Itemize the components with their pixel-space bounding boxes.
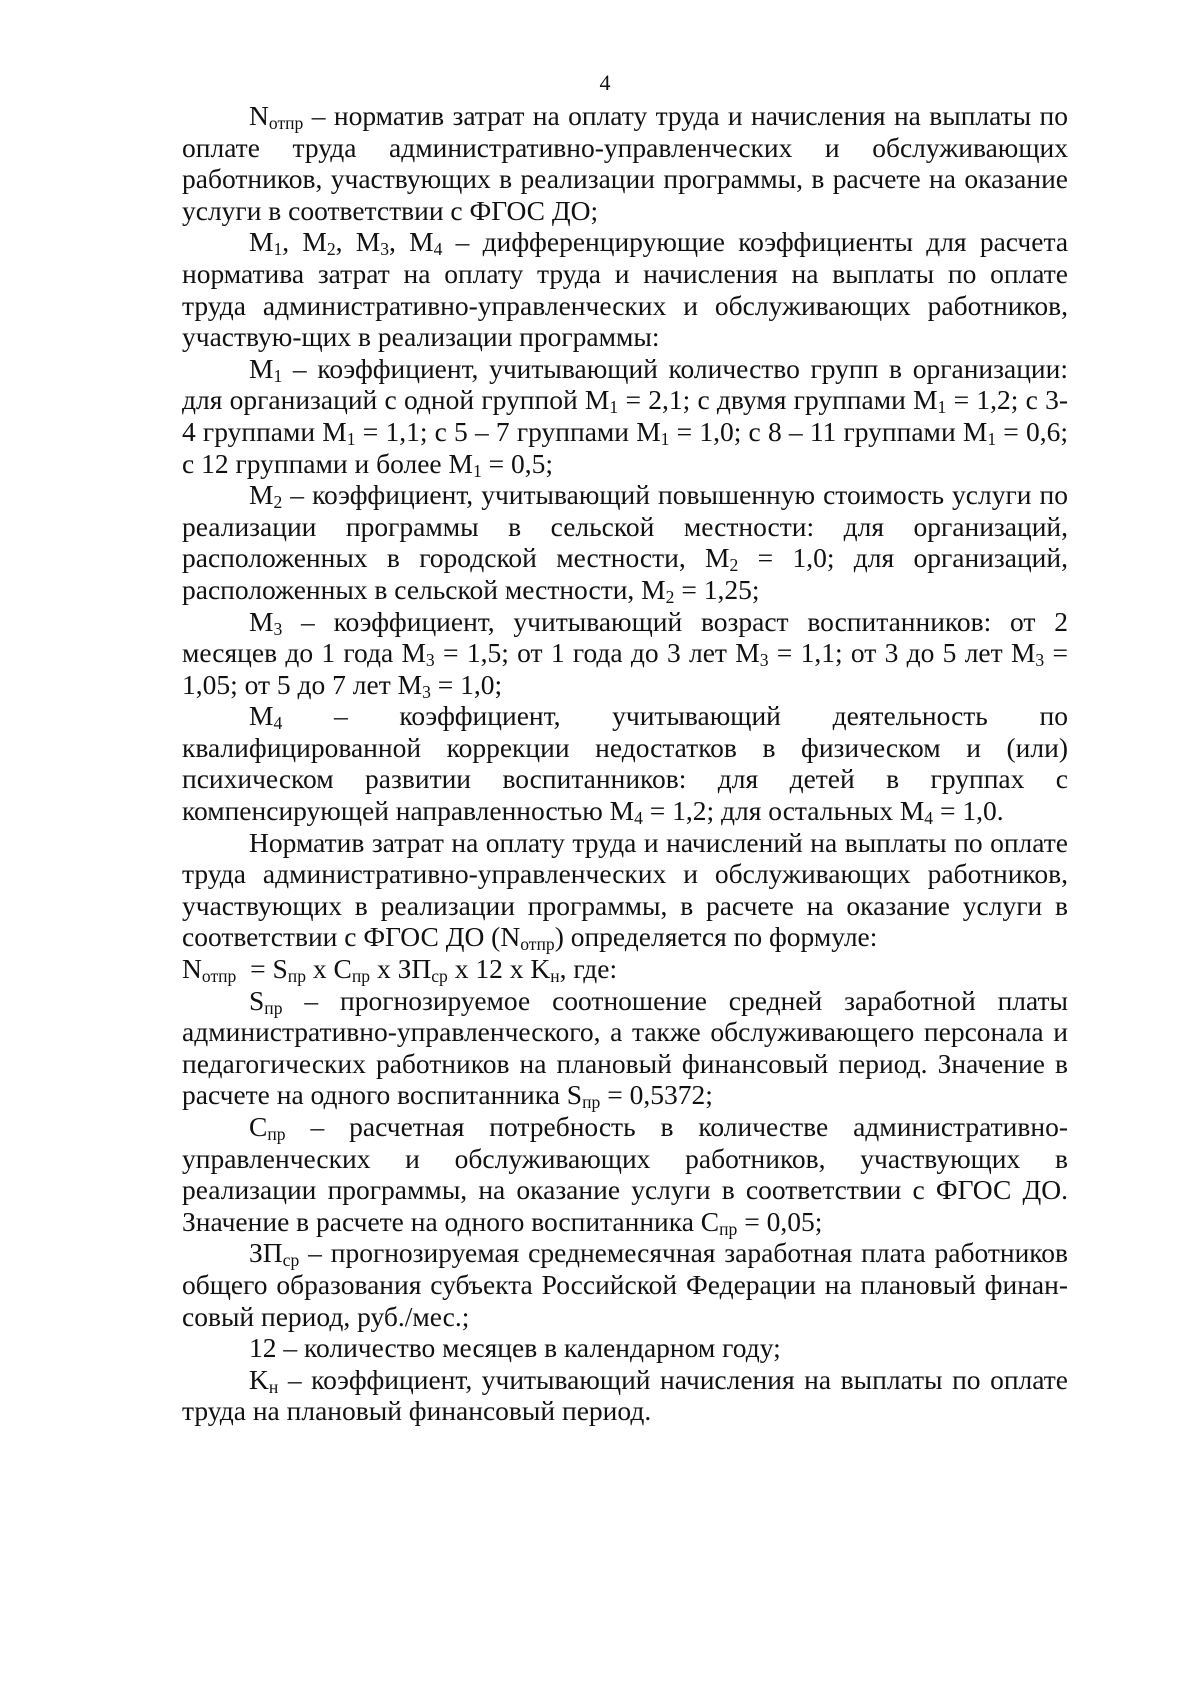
definition-k-n: $K_н$ – коэффициент, учитывающий начисления на выплаты по оплате труда на плановый финансовый период. xyxy=(182,1363,1068,1427)
paragraph-m4: $M_4$ – коэффициент, учитывающий деятельность по квалифицированной коррекции недостатков в физическом и (или) психическом развитии воспитанников: для детей в группах с компенсирующей направленностью $M_4 = 1,2$; для остальных $M_4 = 1,0$. xyxy=(182,700,1068,828)
paragraph-n-otpr-definition: $N_{отпр}$ – норматив затрат на оплату труда и начисления на выплаты по оплате труда административно-управленческих и обслуживающих работников, участвующих в реализации программы, в расчете на оказание услуги в соответствии с ФГОС ДО; xyxy=(182,100,1068,226)
document-body xyxy=(182,100,1068,1427)
definition-zp-sr: $ЗП_{ср}$ – прогнозируемая среднемесячная заработная плата работников общего образования субъекта Российской Федерации на плановый финан-совый период, руб./мес.; xyxy=(182,1237,1068,1332)
paragraph-m2: $M_2$ – коэффициент, учитывающий повышенную стоимость услуги по реализации программы в сельской местности: для организаций, расположенных в городской местности, $M_2 = 1,0$; для организаций, расположенных в сельской местности, $M_2 = 1,25$; xyxy=(182,479,1068,607)
paragraph-m1: $M_1$ – коэффициент, учитывающий количество групп в организации: для организаций с одной группой $M_1 = 2,1$; с двумя группами $M_1 = 1,2$; с 3-4 группами $M_1 = 1,1$; с 5 – 7 группами $M_1 = 1,0$; с 8 – 11 группами $M_1 = 0,6$; с 12 группами и более $M_1 = 0,5$; xyxy=(182,352,1069,481)
definition-12-months: 12 – количество месяцев в календарном году; xyxy=(249,1332,781,1364)
paragraph-coefficients-intro: $M_1$, $M_2$, $M_3$, $M_4$ – дифференцирующие коэффициенты для расчета норматива затрат на оплату труда и начисления на выплаты по оплате труда административно-управленческих и обслуживающих работников, участвую-щих в реализации программы: xyxy=(182,226,1069,353)
paragraph-norm-formula-intro: Норматив затрат на оплату труда и начислений на выплаты по оплате труда административно-управленческих и обслуживающих работников, участвующих в реализации программы, в расчете на оказание услуги в соответствии с ФГОС ДО $(N_{отпр})$ определяется по формуле: xyxy=(182,826,1068,955)
paragraph-m3: $M_3$ – коэффициент, учитывающий возраст воспитанников: от 2 месяцев до 1 года $M_3 = 1,5$; от 1 года до 3 лет $M_3 = 1,1$; от 3 до 5 лет $M_3 = 1,05$; от 5 до 7 лет $M_3 = 1,0$; xyxy=(182,605,1069,702)
definition-c-pr: $C_{пр}$ – расчетная потребность в количестве административно-управленческих и обслуживающих работников, участвующих в реализации программы, на оказание услуги в соответствии с ФГОС ДО. Значение в расчете на одного воспитанника $C_{пр} = 0,05$; xyxy=(182,1111,1068,1239)
page-number: 4 xyxy=(599,70,611,95)
definition-s-pr: $S_{пр}$ – прогнозируемое соотношение средней заработной платы административно-управленческого, а также обслуживающего персонала и педагогических работников на плановый финансовый период. Значение в расчете на одного воспитанника $S_{пр} = 0,5372$; xyxy=(182,984,1068,1113)
formula: $N_{отпр} = S_{пр}$ x $C_{пр}$ x $ЗП_{ср}$ x 12 x $K_н$, где: xyxy=(182,953,618,986)
